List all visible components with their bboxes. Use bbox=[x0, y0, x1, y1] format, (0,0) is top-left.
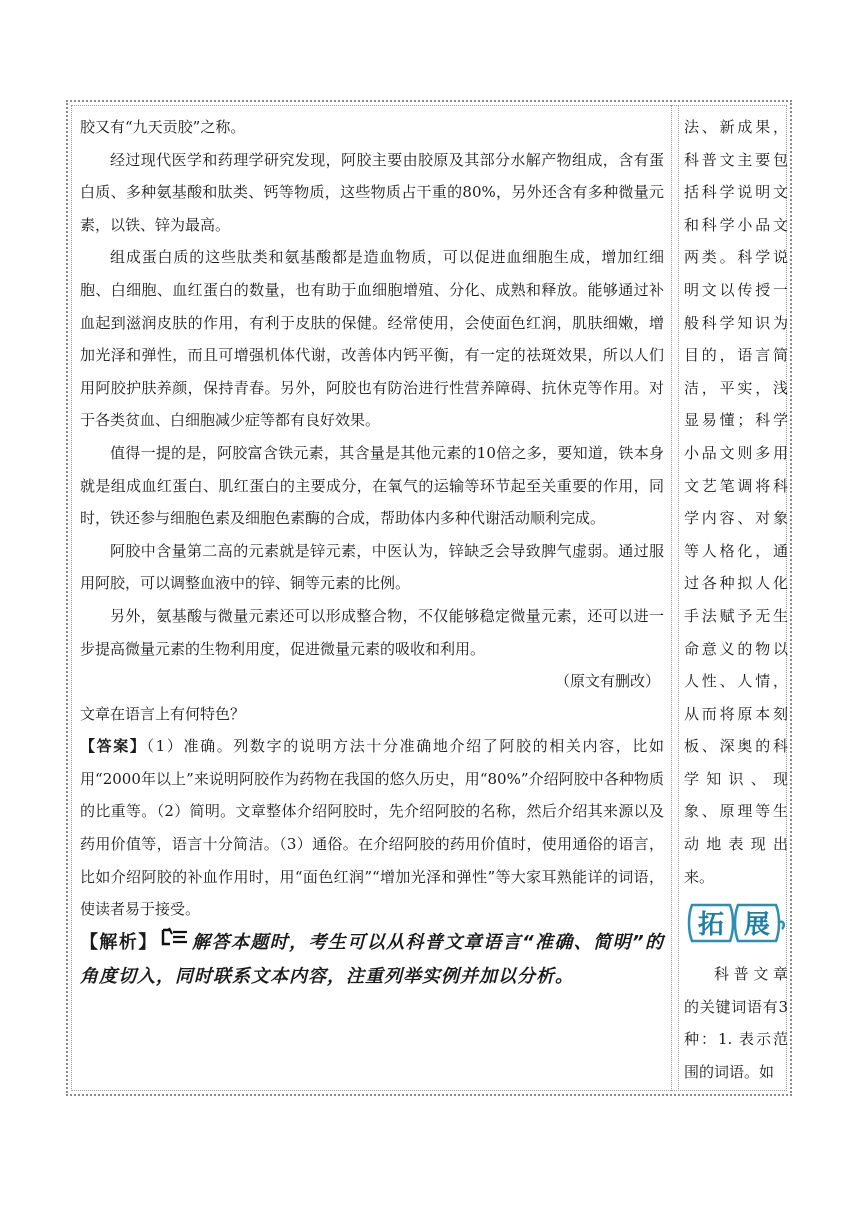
expand-badge bbox=[686, 895, 788, 951]
paragraph-1: 胶又有“九天贡胶”之称。 bbox=[80, 118, 246, 136]
sidebar-column bbox=[684, 111, 788, 893]
main-column bbox=[80, 111, 664, 994]
analysis-tag: 【解析】 bbox=[80, 931, 158, 953]
extension-column bbox=[684, 958, 788, 1088]
paragraph-4: 值得一提的是，阿胶富含铁元素，其含量是其他元素的10倍之多，要知道，铁本身就是组成血红蛋白、肌红蛋白的主要成分，在氧气的运输等环节起至关重要的作用，同时，铁还参与细胞色素及细胞色素酶的合成，帮助体内多种代谢活动顺利完成。 bbox=[80, 443, 664, 528]
paragraph-5: 阿胶中含量第二高的元素就是锌元素，中医认为，锌缺乏会导致脾气虚弱。通过服用阿胶，可以调整血液中的锌、铜等元素的比例。 bbox=[80, 541, 664, 593]
paragraph-3: 组成蛋白质的这些肽类和氨基酸都是造血物质，可以促进血细胞生成，增加红细胞、白细胞、血红蛋白的数量，也有助于血细胞增殖、分化、成熟和释放。能够通过补血起到滋润皮肤的作用，有利于皮肤的保健。经常使用，会使面色红润，肌肤细嫩，增加光泽和弹性，而且可增强机体代谢，改善体内钙平衡，有一定的祛斑效果，所以人们用阿胶护肤养颜，保持青春。另外，阿胶也有防治进行性营养障碍、抗休克等作用。对于各类贫血、白细胞减少症等都有良好效果。 bbox=[80, 248, 664, 430]
question: 文章在语言上有何特色？ bbox=[80, 704, 246, 723]
badge-char-1: 拓 bbox=[697, 910, 725, 940]
column-divider bbox=[671, 105, 679, 1091]
answer bbox=[80, 730, 664, 926]
analysis-text: 解答本题时，考生可以从科普文章语言“准确、简明”的角度切入，同时联系文本内容，注重列举实例并加以分析。 bbox=[80, 931, 665, 987]
sidebar-text: 法、新成果，科普文主要包括科学说明文和科学小品文两类。科学说明文以传授一般科学知识为目的，语言简洁，平实，浅显易懂；科学小品文则多用文艺笔调将科学内容、对象等人格化，通过各种拟人化手法赋予无生命意义的物以人性、人情，从而将原本刻板、深奥的科学知识、现象、原理等生动地表现出来。 bbox=[684, 118, 788, 886]
answer-tag: 【答案】 bbox=[80, 737, 147, 756]
source-note: （原文有删改） bbox=[554, 672, 660, 691]
paragraph-2: 经过现代医学和药理学研究发现，阿胶主要由胶原及其部分水解产物组成，含有蛋白质、多种氨基酸和肽类、钙等物质，这些物质占干重的80%，另外还含有多种微量元素，以铁、锌为最高。 bbox=[80, 150, 664, 234]
answer-text: （1）准确。列数字的说明方法十分准确地介绍了阿胶的相关内容，比如用“2000年以上”来说明阿胶作为药物在我国的悠久历史，用“80%”介绍阿胶中各种物质的比重等。（2）简明。文章整体介绍阿胶时，先介绍阿胶的名称，然后介绍其来源以及药用价值等，语言十分简洁。（3）通俗。在介绍阿胶的药用价值时，使用通俗的语言，比如介绍阿胶的补血作用时，用“面色红润”“增加光泽和弹性”等大家耳熟能详的词语，使读者易于接受。 bbox=[80, 737, 664, 919]
paragraph-6: 另外，氨基酸与微量元素还可以形成整合物，不仅能够稳定微量元素，还可以进一步提高微量元素的生物利用度，促进微量元素的吸收和利用。 bbox=[80, 606, 664, 658]
page-frame bbox=[66, 100, 792, 1096]
pen-note-icon bbox=[160, 926, 190, 960]
analysis bbox=[80, 926, 664, 994]
extension-text: 科普文章的关键词语有3种：1. 表示范围的词语。如 bbox=[684, 965, 788, 1081]
badge-char-2: 展 bbox=[743, 910, 771, 940]
